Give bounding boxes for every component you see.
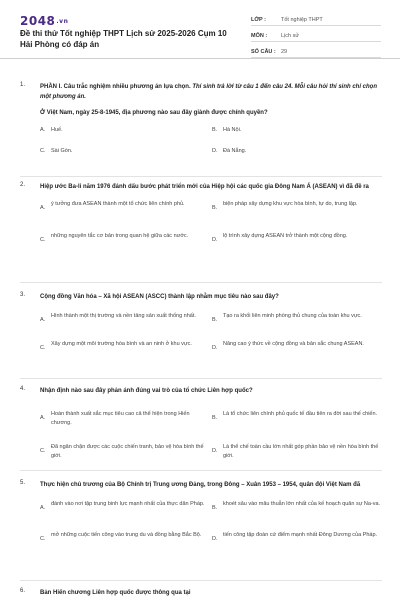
option-letter: A. (40, 317, 46, 323)
option-text: Xây dựng một môi trường hòa bình và an ninh ở khu vực. (51, 341, 192, 347)
option-text: Huế. (51, 127, 63, 133)
option-letter: D. (212, 448, 218, 454)
option-a[interactable] (40, 200, 210, 209)
option-b[interactable] (212, 410, 382, 419)
question-number: 1. (20, 82, 26, 88)
option-text: Sài Gòn. (51, 148, 73, 154)
option-text: mở những cuộc tiến công vào trung du và đồng bằng Bắc Bộ. (51, 532, 202, 538)
option-letter: D. (212, 148, 218, 154)
subject-value: Lịch sử (281, 33, 300, 39)
question-1 (20, 82, 382, 162)
option-text: lộ trình xây dựng ASEAN trở thành một cộng đồng. (223, 233, 348, 239)
option-letter: C. (40, 448, 46, 454)
option-letter: B. (212, 415, 218, 421)
question-text (40, 82, 382, 102)
option-text: ý tưởng đưa ASEAN thành một tổ chức liên chính phủ. (51, 201, 185, 207)
option-text: Đã ngăn chặn được các cuộc chiến tranh, bảo vệ hòa bình thế giới. (51, 444, 204, 459)
option-a[interactable] (40, 410, 210, 427)
question-number: 2. (20, 182, 26, 188)
question-text: Bản Hiến chương Liên hợp quốc được thông qua tại (40, 590, 191, 596)
option-text: Nâng cao ý thức về cộng đồng và bản sắc chung ASEAN. (223, 341, 364, 347)
section-instruction: Thí sinh trả lời từ câu 1 đến câu 24. Mỗi câu hỏi thí sinh chỉ chọn một phương án. (40, 84, 377, 100)
question-4 (20, 386, 382, 462)
question-count-value: 29 (281, 49, 288, 55)
option-text: Hình thành một thị trường và nền tảng sản xuất thống nhất. (51, 313, 196, 319)
option-letter: A. (40, 127, 46, 133)
option-d[interactable] (212, 531, 382, 540)
question-number: 3. (20, 292, 26, 298)
question-text: Hiệp ước Ba-li năm 1976 đánh dấu bước phát triển mới của Hiệp hội các quốc gia Đông Nam Á (ASEAN) vì đã đề ra (40, 184, 369, 190)
option-letter: A. (40, 415, 46, 421)
question-divider (20, 282, 382, 283)
option-d[interactable] (212, 443, 382, 460)
question-divider (20, 176, 382, 177)
question-text: Thực hiện chủ trương của Bộ Chính trị Trung ương Đảng, trong Đông – Xuân 1953 – 1954, quân đội Việt Nam đã (40, 482, 361, 488)
info-row-subject (251, 28, 381, 42)
question-3 (20, 292, 382, 368)
option-a[interactable] (40, 126, 210, 135)
info-row-class (251, 12, 381, 26)
option-text: đánh vào nơi tập trung binh lực mạnh nhất của thực dân Pháp. (51, 501, 205, 507)
question-number: 6. (20, 588, 26, 594)
option-letter: C. (40, 148, 46, 154)
option-b[interactable] (212, 312, 382, 321)
document-header (0, 0, 400, 59)
question-text: Nhận định nào sau đây phản ánh đúng vai trò của tổ chức Liên hợp quốc? (40, 388, 253, 394)
section-heading: PHẦN I. Câu trắc nghiệm nhiều phương án lựa chọn. (40, 84, 193, 90)
option-letter: D. (212, 536, 218, 542)
option-text: tiến công tập đoàn cứ điểm mạnh nhất Đông Dương của Pháp. (223, 532, 378, 538)
document-title: Đề thi thử Tốt nghiệp THPT Lịch sử 2025-2026 Cụm 10 Hải Phòng có đáp án (20, 29, 227, 49)
option-text: những nguyên tắc cơ bản trong quan hệ giữa các nước. (51, 233, 189, 239)
option-c[interactable] (40, 531, 210, 540)
option-letter: B. (212, 505, 218, 511)
question-text: Cộng đồng Văn hóa – Xã hội ASEAN (ASCC) thành lập nhằm mục tiêu nào sau đây? (40, 294, 279, 300)
question-6 (20, 588, 382, 598)
option-letter: B. (212, 205, 218, 211)
option-text: biện pháp xây dựng khu vực hòa bình, tự do, trung lập. (223, 201, 358, 207)
question-divider (20, 470, 382, 471)
option-text: Hà Nội. (223, 127, 242, 133)
question-prompt: Ở Việt Nam, ngày 25-8-1945, địa phương nào sau đây giành được chính quyền? (40, 110, 268, 116)
option-text: khoét sâu vào mâu thuẫn lớn nhất của kế hoạch quân sự Na-va. (223, 501, 381, 507)
option-letter: C. (40, 536, 46, 542)
option-letter: D. (212, 345, 218, 351)
class-value: Tốt nghiệp THPT (281, 17, 323, 23)
option-b[interactable] (212, 126, 382, 135)
option-d[interactable] (212, 340, 382, 349)
class-label: LỚP : (251, 17, 266, 23)
option-c[interactable] (40, 147, 210, 156)
option-letter: A. (40, 205, 46, 211)
option-text: Là thể chế toàn cầu lớn nhất góp phần bảo vệ nền hòa bình thế giới. (223, 444, 379, 459)
question-divider (20, 378, 382, 379)
question-2 (20, 182, 382, 258)
option-b[interactable] (212, 500, 382, 509)
subject-label: MÔN : (251, 33, 268, 39)
option-a[interactable] (40, 500, 210, 509)
option-letter: B. (212, 317, 218, 323)
logo-text: 2048 (20, 14, 56, 28)
option-c[interactable] (40, 443, 210, 460)
question-divider (20, 580, 382, 581)
option-letter: A. (40, 505, 46, 511)
option-letter: C. (40, 237, 46, 243)
question-number: 5. (20, 480, 26, 486)
option-letter: D. (212, 237, 218, 243)
question-count-label: SỐ CÂU : (251, 49, 276, 55)
option-a[interactable] (40, 312, 210, 321)
option-text: Là tổ chức liên chính phủ quốc tế đầu tiên ra đời sau thế chiến. (223, 411, 378, 417)
option-letter: C. (40, 345, 46, 351)
exam-info (251, 12, 381, 60)
question-5 (20, 480, 382, 556)
option-d[interactable] (212, 147, 382, 156)
option-letter: B. (212, 127, 218, 133)
site-logo[interactable] (20, 14, 68, 28)
logo-suffix: .vn (56, 18, 69, 25)
option-b[interactable] (212, 200, 382, 209)
option-text: Hoàn thành xuất sắc mục tiêu cao cả thể hiện trong Hiến chương. (51, 411, 190, 426)
question-number: 4. (20, 386, 26, 392)
option-text: Đà Nẵng. (223, 148, 247, 154)
option-d[interactable] (212, 232, 382, 241)
option-c[interactable] (40, 340, 210, 349)
option-text: Tạo ra khối liên minh phòng thủ chung của toàn khu vực. (223, 313, 362, 319)
option-c[interactable] (40, 232, 210, 241)
info-row-count (251, 44, 381, 58)
